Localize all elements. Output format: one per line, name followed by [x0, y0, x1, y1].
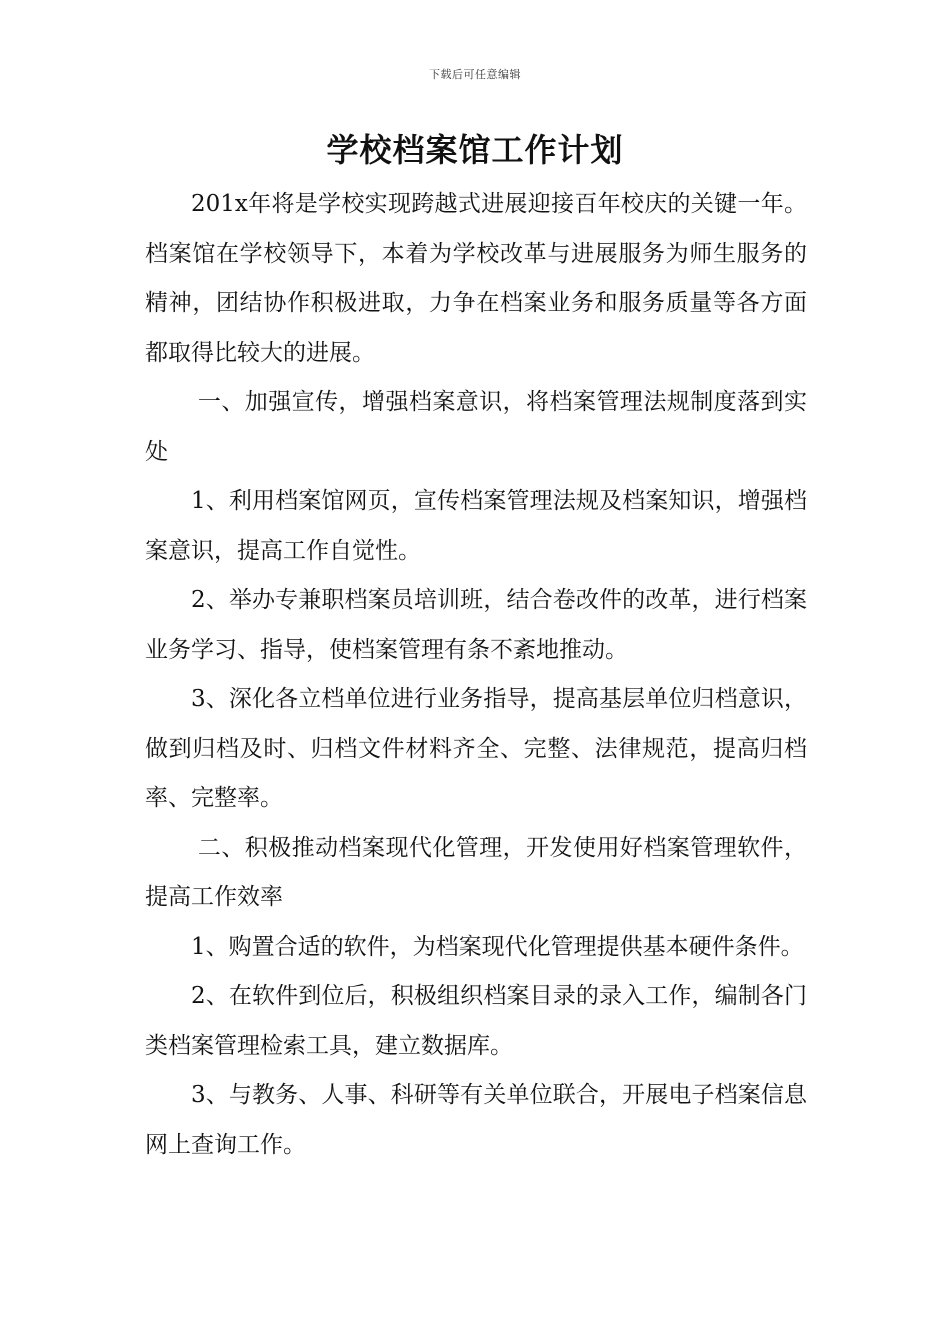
list-item: 1、利用档案馆网页，宣传档案管理法规及档案知识，增强档案意识，提高工作自觉性。: [145, 488, 807, 564]
list-item: 3、深化各立档单位进行业务指导，提高基层单位归档意识，做到归档及时、归档文件材料齐全、完整、法律规范，提高归档率、完整率。: [145, 686, 807, 811]
list-item: 2、举办专兼职档案员培训班，结合卷改件的改革，进行档案业务学习、指导，使档案管理有条不紊地推动。: [145, 587, 807, 663]
document-title: 学校档案馆工作计划: [326, 131, 624, 169]
section-heading-2: 二、积极推动档案现代化管理，开发使用好档案管理软件，提高工作效率: [145, 834, 807, 910]
list-item: 2、在软件到位后，积极组织档案目录的录入工作，编制各门类档案管理检索工具，建立数据库。: [145, 983, 807, 1059]
header-note: 下载后可任意编辑: [429, 68, 521, 81]
document-body: [145, 180, 807, 1170]
section-heading-1: 一、加强宣传，增强档案意识，将档案管理法规制度落到实处: [145, 389, 807, 465]
paragraph-intro: 201x年将是学校实现跨越式进展迎接百年校庆的关键一年。档案馆在学校领导下，本着为学校改革与进展服务为师生服务的精神，团结协作积极进取，力争在档案业务和服务质量等各方面都取得比较大的进展。: [145, 191, 807, 366]
list-item: 1、购置合适的软件，为档案现代化管理提供基本硬件条件。: [191, 933, 804, 960]
list-item: 3、与教务、人事、科研等有关单位联合，开展电子档案信息网上查询工作。: [145, 1082, 807, 1158]
